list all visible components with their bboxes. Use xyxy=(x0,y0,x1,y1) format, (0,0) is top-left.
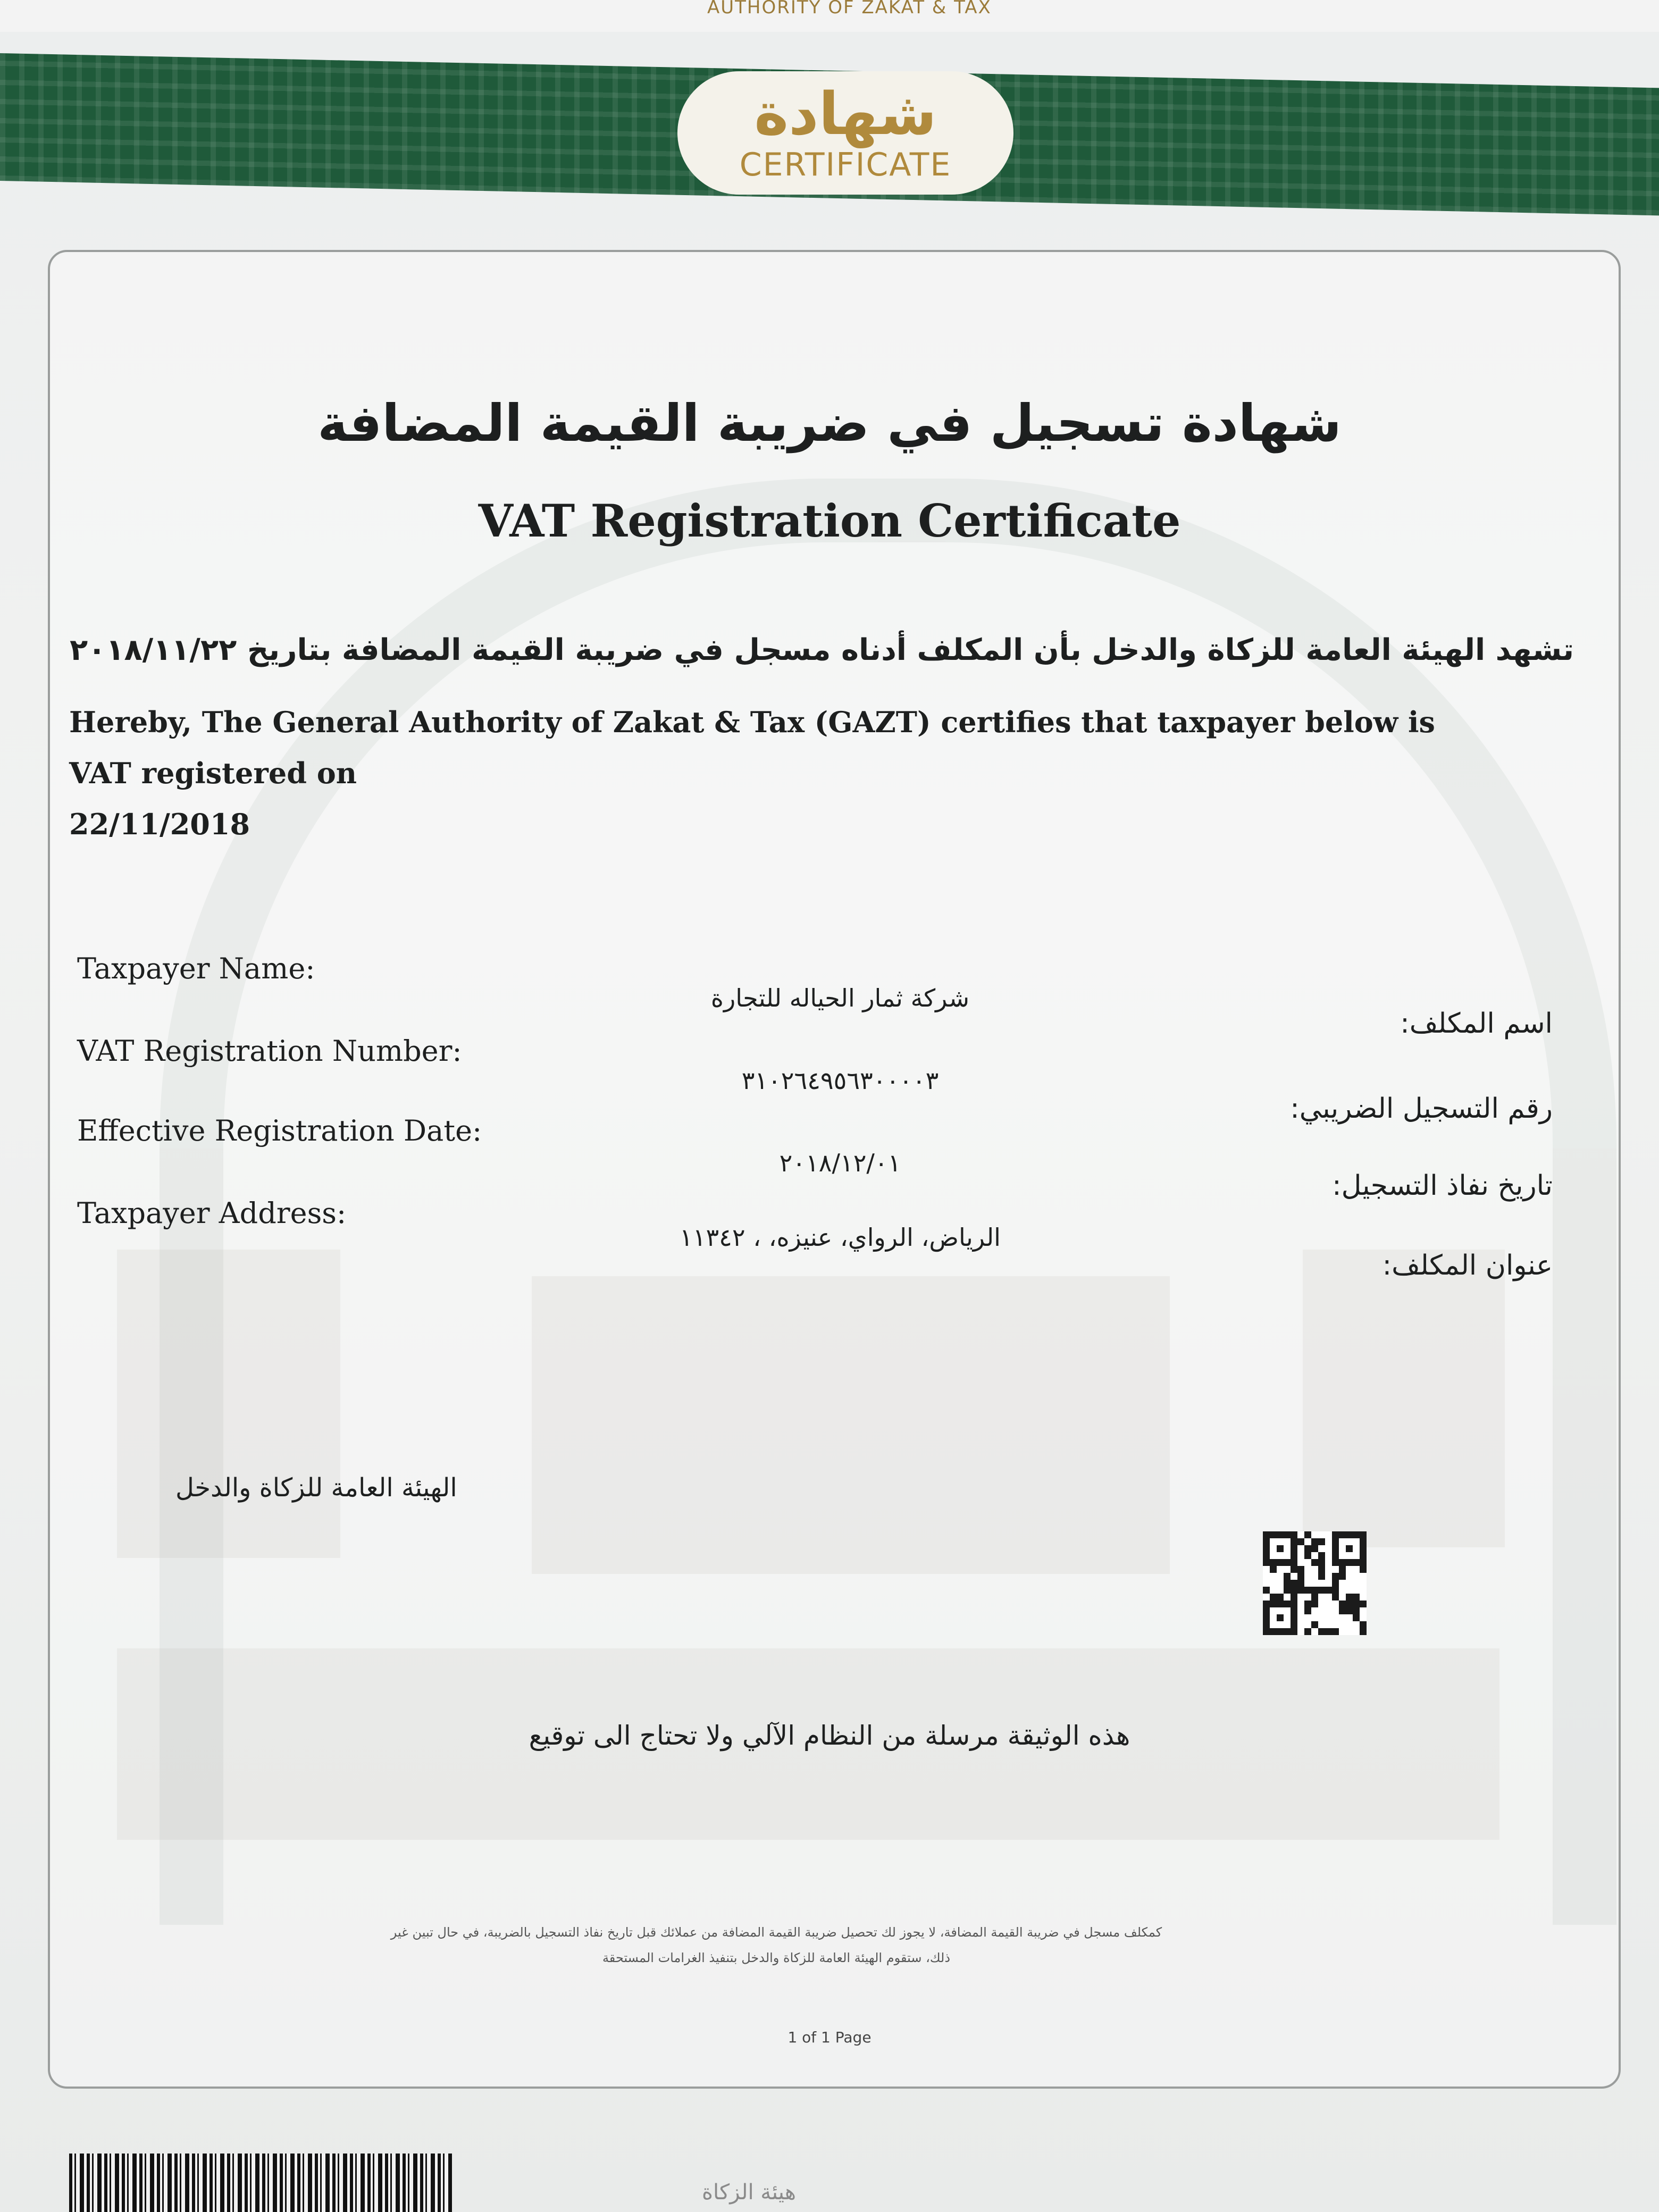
qr-module xyxy=(1263,1559,1270,1566)
qr-module xyxy=(1297,1621,1304,1628)
qr-module xyxy=(1284,1552,1291,1559)
qr-module xyxy=(1304,1614,1311,1621)
qr-module xyxy=(1346,1587,1353,1594)
qr-module xyxy=(1332,1580,1339,1587)
qr-module xyxy=(1277,1580,1284,1587)
qr-module xyxy=(1291,1614,1297,1621)
qr-module xyxy=(1304,1538,1311,1545)
qr-module xyxy=(1277,1594,1284,1601)
address-label-ar: عنوان المكلف: xyxy=(1382,1250,1553,1281)
qr-module xyxy=(1325,1573,1332,1580)
qr-module xyxy=(1332,1594,1339,1601)
qr-module xyxy=(1311,1531,1318,1538)
qr-module xyxy=(1270,1566,1277,1573)
effective-date-value: ٢٠١٨/١٢/٠١ xyxy=(779,1149,901,1177)
qr-module xyxy=(1270,1614,1277,1621)
automated-note: هذه الوثيقة مرسلة من النظام الآلي ولا تحتاج الى توقيع xyxy=(529,1720,1130,1751)
qr-module xyxy=(1291,1538,1297,1545)
qr-module xyxy=(1325,1621,1332,1628)
qr-module xyxy=(1270,1573,1277,1580)
qr-module xyxy=(1325,1552,1332,1559)
qr-module xyxy=(1318,1545,1325,1552)
qr-module xyxy=(1339,1559,1346,1566)
vat-number-label-ar: رقم التسجيل الضريبي: xyxy=(1290,1093,1553,1125)
qr-module xyxy=(1346,1621,1353,1628)
qr-module xyxy=(1339,1607,1346,1614)
page-number: 1 of 1 Page xyxy=(787,2029,872,2046)
qr-module xyxy=(1360,1531,1367,1538)
qr-module xyxy=(1325,1587,1332,1594)
qr-module xyxy=(1270,1607,1277,1614)
badge-title-ar: شهادة xyxy=(754,80,937,148)
intro-arabic: تشهد الهيئة العامة للزكاة والدخل بأن المكلف أدناه مسجل في ضريبة القيمة المضافة بتاريخ ٢٠١٨/١١/٢٢ xyxy=(69,633,1574,667)
qr-module xyxy=(1346,1594,1353,1601)
qr-module xyxy=(1277,1614,1284,1621)
qr-module xyxy=(1332,1566,1339,1573)
qr-module xyxy=(1318,1621,1325,1628)
qr-module xyxy=(1263,1614,1270,1621)
qr-module xyxy=(1311,1607,1318,1614)
qr-module xyxy=(1291,1621,1297,1628)
qr-module xyxy=(1332,1531,1339,1538)
vat-number-value: ٣١٠٢٦٤٩٥٦٣٠٠٠٠٣ xyxy=(741,1066,939,1095)
barcode xyxy=(69,2154,452,2212)
qr-module xyxy=(1284,1580,1291,1587)
qr-module xyxy=(1353,1573,1360,1580)
qr-module xyxy=(1284,1573,1291,1580)
qr-module xyxy=(1291,1559,1297,1566)
qr-module xyxy=(1353,1614,1360,1621)
qr-module xyxy=(1311,1587,1318,1594)
qr-module xyxy=(1297,1607,1304,1614)
qr-module xyxy=(1304,1545,1311,1552)
qr-module xyxy=(1297,1580,1304,1587)
taxpayer-name-label-en: Taxpayer Name: xyxy=(77,952,315,985)
qr-module xyxy=(1325,1545,1332,1552)
watermark-block xyxy=(117,1250,340,1558)
qr-module xyxy=(1263,1545,1270,1552)
qr-module xyxy=(1270,1559,1277,1566)
qr-module xyxy=(1353,1552,1360,1559)
qr-module xyxy=(1346,1628,1353,1635)
qr-module xyxy=(1284,1559,1291,1566)
qr-module xyxy=(1346,1531,1353,1538)
qr-module xyxy=(1353,1587,1360,1594)
qr-module xyxy=(1339,1545,1346,1552)
address-label-en: Taxpayer Address: xyxy=(77,1196,347,1230)
qr-module xyxy=(1318,1607,1325,1614)
qr-module xyxy=(1353,1538,1360,1545)
effective-date-label-en: Effective Registration Date: xyxy=(77,1114,482,1147)
qr-module xyxy=(1270,1594,1277,1601)
qr-module xyxy=(1304,1566,1311,1573)
qr-module xyxy=(1325,1580,1332,1587)
qr-module xyxy=(1270,1621,1277,1628)
qr-module xyxy=(1291,1594,1297,1601)
qr-module xyxy=(1284,1607,1291,1614)
qr-module xyxy=(1353,1566,1360,1573)
qr-module xyxy=(1277,1566,1284,1573)
qr-module xyxy=(1325,1628,1332,1635)
qr-module xyxy=(1339,1580,1346,1587)
qr-module xyxy=(1291,1601,1297,1607)
qr-module xyxy=(1346,1601,1353,1607)
qr-module xyxy=(1297,1573,1304,1580)
qr-module xyxy=(1304,1531,1311,1538)
qr-module xyxy=(1291,1531,1297,1538)
qr-module xyxy=(1263,1552,1270,1559)
qr-module xyxy=(1277,1587,1284,1594)
qr-module xyxy=(1277,1545,1284,1552)
qr-module xyxy=(1318,1573,1325,1580)
qr-module xyxy=(1318,1614,1325,1621)
qr-module xyxy=(1304,1594,1311,1601)
qr-module xyxy=(1332,1538,1339,1545)
qr-module xyxy=(1284,1594,1291,1601)
qr-module xyxy=(1339,1587,1346,1594)
qr-module xyxy=(1339,1621,1346,1628)
qr-module xyxy=(1304,1621,1311,1628)
qr-module xyxy=(1284,1545,1291,1552)
qr-module xyxy=(1311,1566,1318,1573)
qr-module xyxy=(1270,1601,1277,1607)
qr-module xyxy=(1284,1601,1291,1607)
qr-module xyxy=(1311,1628,1318,1635)
qr-module xyxy=(1360,1538,1367,1545)
qr-module xyxy=(1297,1538,1304,1545)
qr-module xyxy=(1339,1601,1346,1607)
qr-module xyxy=(1291,1607,1297,1614)
qr-module xyxy=(1339,1573,1346,1580)
qr-module xyxy=(1346,1538,1353,1545)
watermark-block xyxy=(1303,1250,1505,1547)
taxpayer-name-label-ar: اسم المكلف: xyxy=(1400,1008,1553,1040)
qr-module xyxy=(1353,1601,1360,1607)
qr-module xyxy=(1332,1628,1339,1635)
qr-module xyxy=(1325,1607,1332,1614)
qr-module xyxy=(1291,1552,1297,1559)
qr-module xyxy=(1318,1587,1325,1594)
intro-english-line1: Hereby, The General Authority of Zakat & Tax (GAZT) certifies that taxpayer below is VAT registered on xyxy=(69,705,1435,790)
qr-module xyxy=(1332,1607,1339,1614)
qr-module xyxy=(1297,1531,1304,1538)
qr-module xyxy=(1339,1566,1346,1573)
qr-module xyxy=(1297,1587,1304,1594)
qr-module xyxy=(1332,1559,1339,1566)
qr-module xyxy=(1304,1559,1311,1566)
qr-module xyxy=(1263,1587,1270,1594)
qr-module xyxy=(1360,1621,1367,1628)
qr-module xyxy=(1339,1531,1346,1538)
title-arabic: شهادة تسجيل في ضريبة القيمة المضافة xyxy=(317,393,1342,453)
qr-module xyxy=(1291,1566,1297,1573)
qr-module xyxy=(1346,1545,1353,1552)
vat-number-label-en: VAT Registration Number: xyxy=(77,1034,462,1068)
qr-module xyxy=(1360,1573,1367,1580)
qr-module xyxy=(1304,1580,1311,1587)
qr-module xyxy=(1339,1594,1346,1601)
effective-date-label-ar: تاريخ نفاذ التسجيل: xyxy=(1332,1170,1553,1202)
qr-module xyxy=(1277,1601,1284,1607)
footer-note-line1: كمكلف مسجل في ضريبة القيمة المضافة، لا يجوز لك تحصيل ضريبة القيمة المضافة من عملائك قبل تاريخ نفاذ التسجيل بالضريبة، في حال تبين غير xyxy=(390,1925,1162,1940)
qr-module xyxy=(1318,1559,1325,1566)
qr-module xyxy=(1360,1614,1367,1621)
qr-module xyxy=(1297,1566,1304,1573)
qr-module xyxy=(1346,1552,1353,1559)
qr-module xyxy=(1263,1538,1270,1545)
qr-module xyxy=(1277,1531,1284,1538)
qr-module xyxy=(1297,1594,1304,1601)
qr-module xyxy=(1270,1552,1277,1559)
authority-name: الهيئة العامة للزكاة والدخل xyxy=(175,1473,457,1503)
qr-module xyxy=(1353,1545,1360,1552)
qr-module xyxy=(1318,1601,1325,1607)
qr-module xyxy=(1311,1552,1318,1559)
qr-module xyxy=(1270,1580,1277,1587)
qr-module xyxy=(1346,1580,1353,1587)
qr-module xyxy=(1318,1531,1325,1538)
qr-module xyxy=(1284,1531,1291,1538)
footer-note-line2: ذلك، ستقوم الهيئة العامة للزكاة والدخل بتنفيذ الغرامات المستحقة xyxy=(602,1950,951,1965)
title-english: VAT Registration Certificate xyxy=(478,495,1181,547)
qr-module xyxy=(1304,1552,1311,1559)
qr-module xyxy=(1346,1559,1353,1566)
qr-module xyxy=(1360,1601,1367,1607)
qr-module xyxy=(1311,1580,1318,1587)
qr-module xyxy=(1360,1566,1367,1573)
qr-module xyxy=(1360,1552,1367,1559)
qr-module xyxy=(1346,1566,1353,1573)
qr-module xyxy=(1277,1621,1284,1628)
qr-module xyxy=(1270,1587,1277,1594)
qr-module xyxy=(1291,1628,1297,1635)
qr-module xyxy=(1277,1552,1284,1559)
qr-module xyxy=(1263,1621,1270,1628)
qr-module xyxy=(1318,1580,1325,1587)
taxpayer-name-value: شركة ثمار الحياله للتجارة xyxy=(710,984,970,1012)
qr-module xyxy=(1325,1601,1332,1607)
qr-module xyxy=(1284,1621,1291,1628)
qr-module xyxy=(1360,1545,1367,1552)
qr-module xyxy=(1270,1628,1277,1635)
qr-module xyxy=(1332,1601,1339,1607)
qr-module xyxy=(1318,1566,1325,1573)
qr-module xyxy=(1325,1566,1332,1573)
qr-module xyxy=(1318,1628,1325,1635)
qr-module xyxy=(1270,1538,1277,1545)
qr-module xyxy=(1339,1628,1346,1635)
qr-code xyxy=(1263,1531,1367,1635)
qr-module xyxy=(1353,1531,1360,1538)
qr-module xyxy=(1360,1628,1367,1635)
watermark-block xyxy=(532,1276,1170,1574)
qr-module xyxy=(1277,1538,1284,1545)
qr-module xyxy=(1332,1587,1339,1594)
qr-module xyxy=(1284,1587,1291,1594)
qr-module xyxy=(1297,1601,1304,1607)
intro-english-line2: 22/11/2018 xyxy=(69,807,250,841)
qr-module xyxy=(1325,1538,1332,1545)
qr-module xyxy=(1304,1573,1311,1580)
qr-module xyxy=(1263,1531,1270,1538)
qr-module xyxy=(1346,1573,1353,1580)
qr-module xyxy=(1353,1580,1360,1587)
qr-module xyxy=(1284,1538,1291,1545)
qr-module xyxy=(1277,1573,1284,1580)
qr-module xyxy=(1304,1607,1311,1614)
qr-module xyxy=(1332,1552,1339,1559)
qr-module xyxy=(1360,1580,1367,1587)
qr-module xyxy=(1325,1594,1332,1601)
qr-module xyxy=(1325,1559,1332,1566)
qr-module xyxy=(1284,1566,1291,1573)
qr-module xyxy=(1291,1573,1297,1580)
qr-module xyxy=(1284,1628,1291,1635)
intro-english xyxy=(69,697,1505,850)
qr-module xyxy=(1297,1559,1304,1566)
qr-module xyxy=(1304,1601,1311,1607)
qr-module xyxy=(1263,1607,1270,1614)
qr-module xyxy=(1263,1573,1270,1580)
qr-module xyxy=(1277,1628,1284,1635)
qr-module xyxy=(1284,1614,1291,1621)
qr-module xyxy=(1360,1607,1367,1614)
top-strip xyxy=(0,0,1659,32)
qr-module xyxy=(1297,1552,1304,1559)
address-value: الرياض، الرواي، عنيزه، ، ١١٣٤٢ xyxy=(680,1223,1001,1252)
qr-module xyxy=(1353,1621,1360,1628)
qr-module xyxy=(1277,1607,1284,1614)
qr-module xyxy=(1325,1614,1332,1621)
qr-module xyxy=(1263,1601,1270,1607)
qr-module xyxy=(1304,1628,1311,1635)
qr-module xyxy=(1339,1614,1346,1621)
qr-module xyxy=(1360,1587,1367,1594)
qr-module xyxy=(1311,1573,1318,1580)
qr-module xyxy=(1332,1614,1339,1621)
certificate-badge xyxy=(681,74,1010,191)
qr-module xyxy=(1332,1545,1339,1552)
qr-module xyxy=(1291,1545,1297,1552)
qr-module xyxy=(1277,1559,1284,1566)
qr-module xyxy=(1311,1594,1318,1601)
footer-note xyxy=(213,1920,1340,1971)
qr-module xyxy=(1339,1552,1346,1559)
qr-module xyxy=(1263,1566,1270,1573)
qr-module xyxy=(1304,1587,1311,1594)
qr-module xyxy=(1263,1628,1270,1635)
qr-module xyxy=(1311,1621,1318,1628)
qr-module xyxy=(1270,1531,1277,1538)
qr-module xyxy=(1360,1594,1367,1601)
qr-module xyxy=(1353,1628,1360,1635)
qr-module xyxy=(1318,1538,1325,1545)
qr-module xyxy=(1332,1573,1339,1580)
qr-module xyxy=(1297,1545,1304,1552)
qr-module xyxy=(1297,1628,1304,1635)
qr-module xyxy=(1353,1607,1360,1614)
qr-module xyxy=(1291,1587,1297,1594)
qr-module xyxy=(1318,1594,1325,1601)
qr-module xyxy=(1297,1614,1304,1621)
qr-module xyxy=(1360,1559,1367,1566)
qr-module xyxy=(1339,1538,1346,1545)
qr-module xyxy=(1346,1614,1353,1621)
qr-module xyxy=(1270,1545,1277,1552)
qr-module xyxy=(1263,1580,1270,1587)
qr-module xyxy=(1263,1594,1270,1601)
qr-module xyxy=(1353,1594,1360,1601)
qr-module xyxy=(1353,1559,1360,1566)
qr-module xyxy=(1311,1545,1318,1552)
qr-module xyxy=(1311,1559,1318,1566)
qr-module xyxy=(1311,1538,1318,1545)
qr-module xyxy=(1325,1531,1332,1538)
qr-module xyxy=(1318,1552,1325,1559)
qr-module xyxy=(1311,1601,1318,1607)
bottom-logo-text: هيئة الزكاة xyxy=(702,2180,796,2205)
qr-module xyxy=(1311,1614,1318,1621)
top-header-text: AUTHORITY OF ZAKAT & TAX xyxy=(707,0,992,18)
qr-module xyxy=(1332,1621,1339,1628)
qr-module xyxy=(1346,1607,1353,1614)
qr-module xyxy=(1291,1580,1297,1587)
badge-title-en: CERTIFICATE xyxy=(739,146,952,183)
